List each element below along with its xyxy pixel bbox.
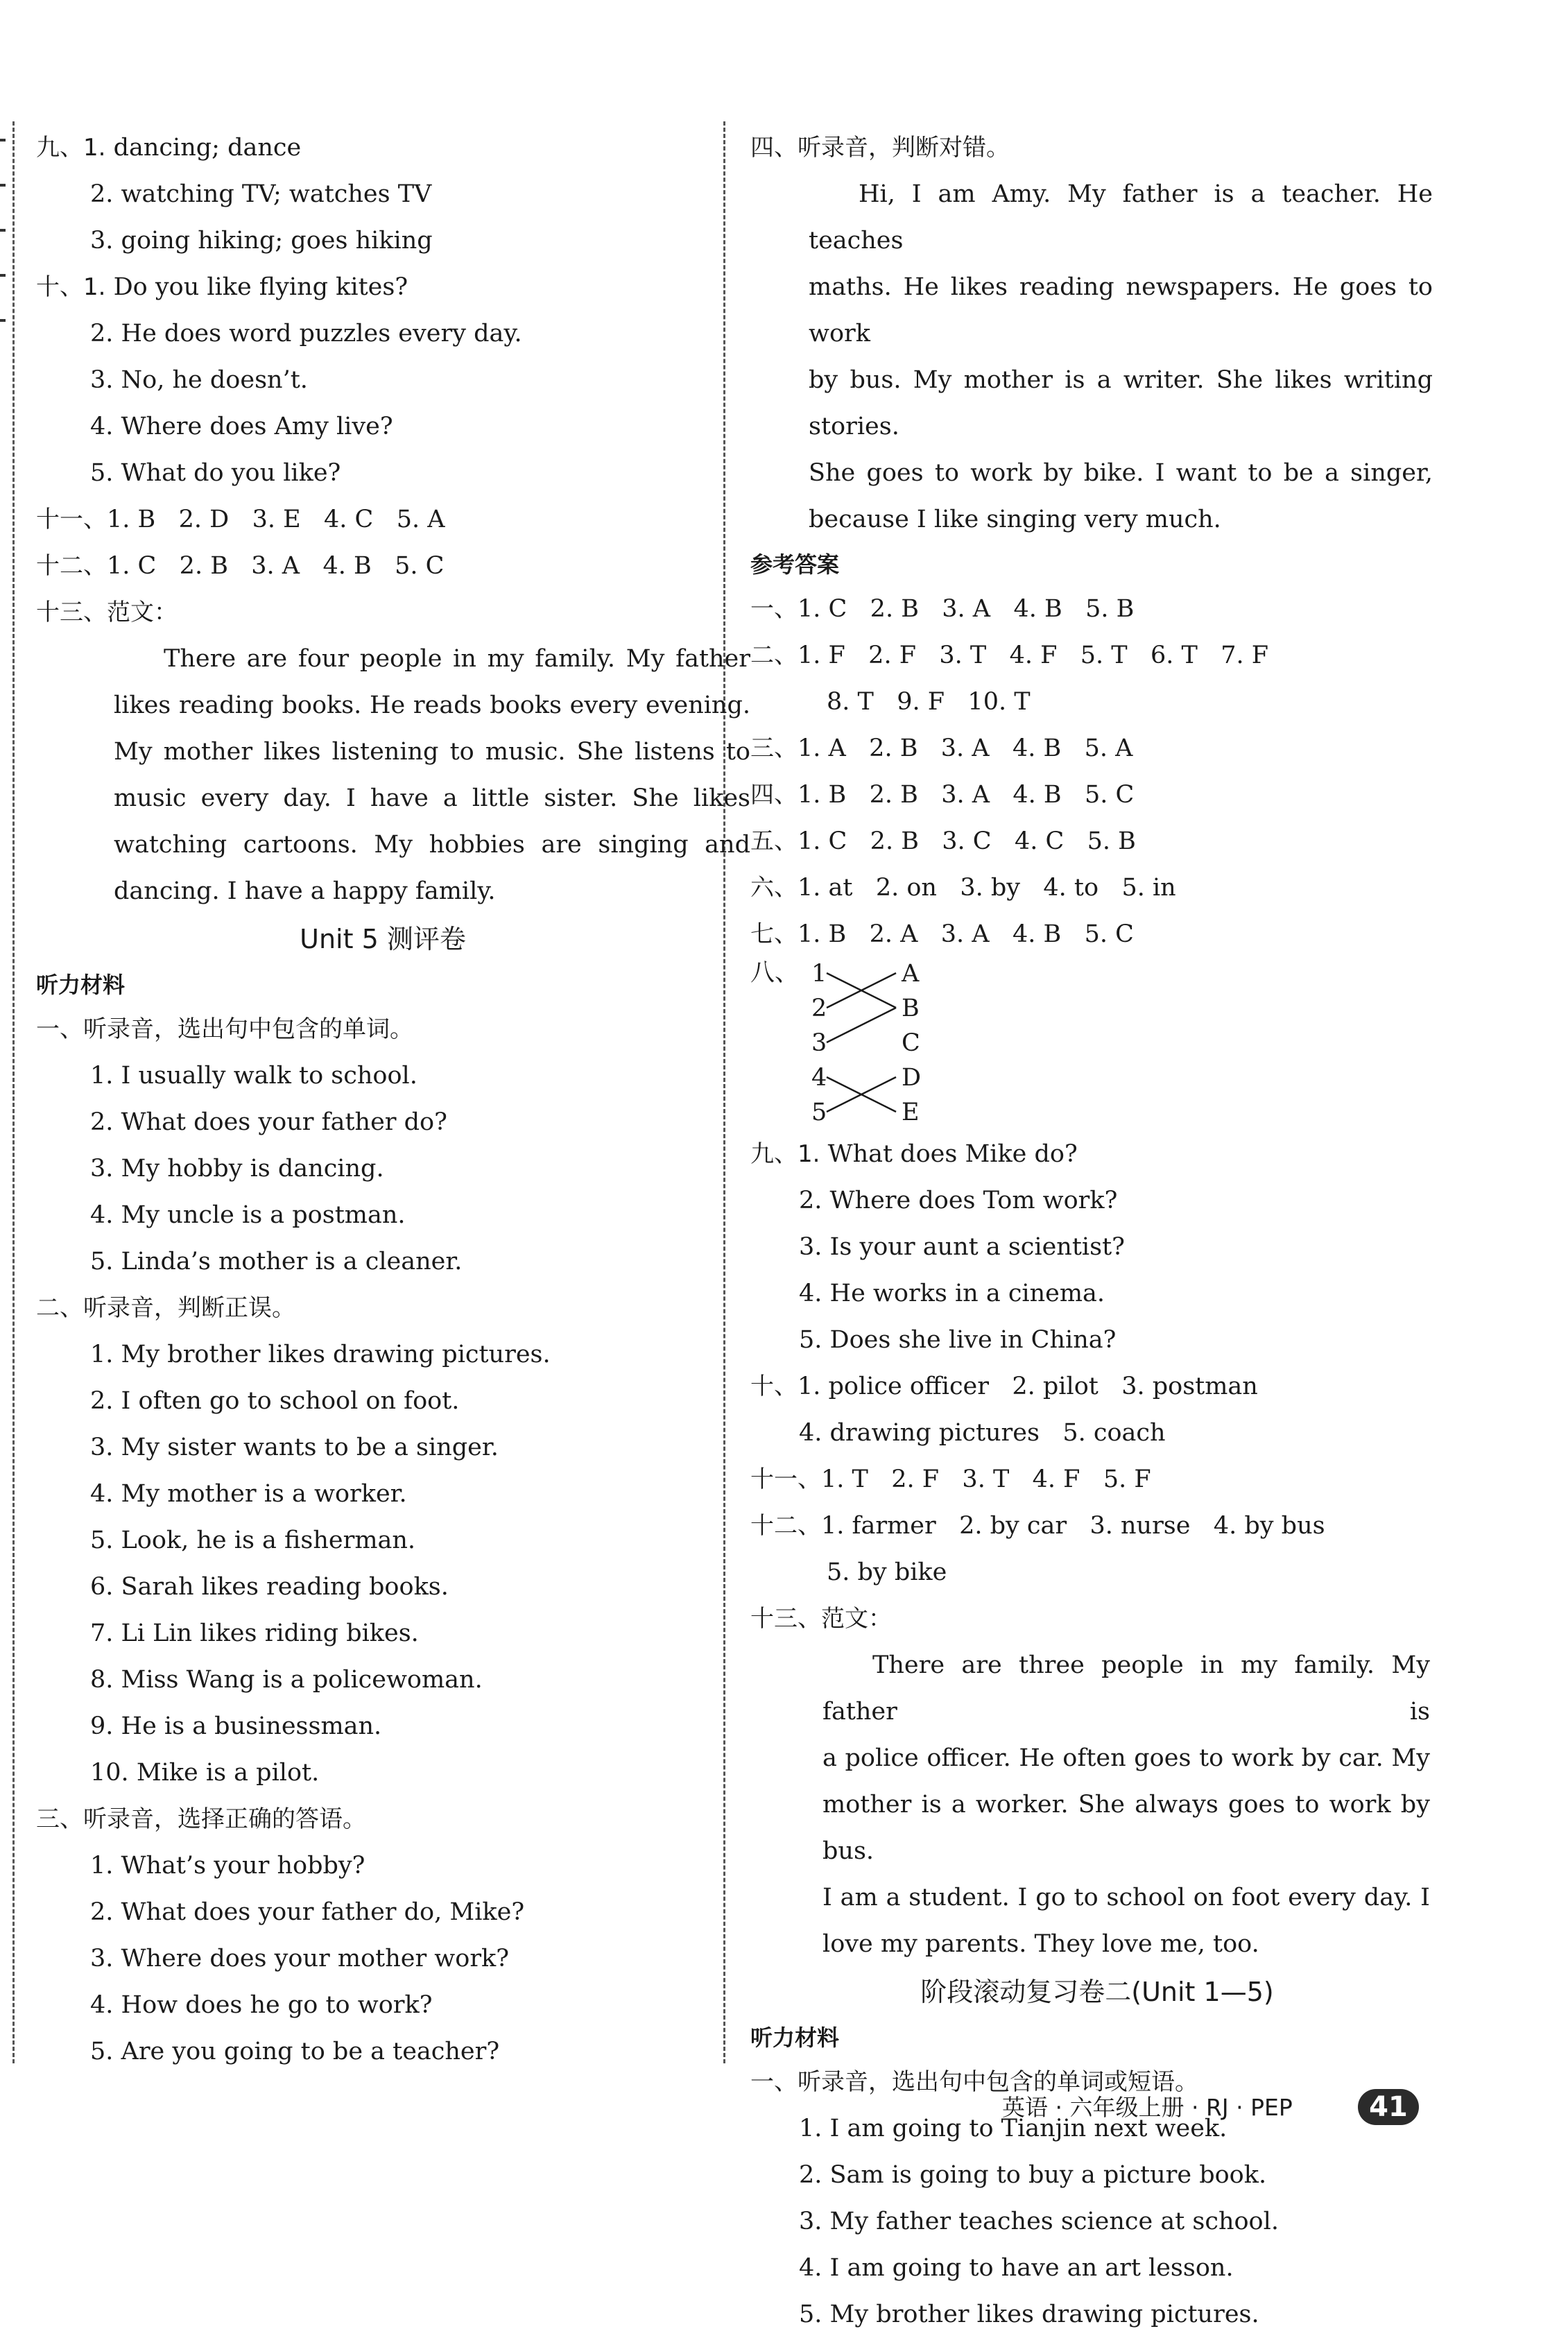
part-4-passage: [750, 171, 1433, 543]
part-3-item: 4. How does he go to work?: [90, 1991, 433, 2019]
part-2-item: 6. Sarah likes reading books.: [90, 1573, 449, 1601]
match-left-label: 5: [811, 1099, 827, 1126]
section-11-answers: 十一、1. B 2. D 3. E 4. C 5. A: [36, 506, 445, 533]
part-1-item: 2. What does your father do?: [90, 1108, 447, 1136]
part-2-item: 10. Mike is a pilot.: [90, 1759, 320, 1787]
section-9-item: 3. going hiking; goes hiking: [90, 227, 433, 255]
part-4-heading: 四、听录音，判断对错。: [750, 134, 1010, 162]
section-10-item-1: 十、1. Do you like flying kites?: [36, 273, 408, 301]
match-right-label: B: [902, 995, 920, 1022]
section-9-item: 2. Where does Tom work?: [799, 1187, 1118, 1214]
match-connector-line: [827, 1008, 896, 1042]
section-13-label: 十三、范文：: [36, 599, 178, 626]
part-2-item: 1. My brother likes drawing pictures.: [90, 1341, 551, 1368]
edge-mark: [0, 184, 6, 187]
section-9-item: 4. He works in a cinema.: [799, 1280, 1105, 1307]
matching-answer: [750, 958, 1444, 1131]
review-part-1-item: 5. My brother likes drawing pictures.: [799, 2301, 1259, 2328]
left-column: [36, 125, 750, 2075]
section-12-answers-cont: 5. by bike: [827, 1558, 947, 1586]
section-9-item-1: 九、1. What does Mike do?: [750, 1140, 1078, 1168]
sample-essay-1: [36, 636, 750, 915]
part-2-item: 7. Li Lin likes riding bikes.: [90, 1619, 419, 1647]
part-2-item: 3. My sister wants to be a singer.: [90, 1434, 499, 1461]
match-right-label: A: [902, 960, 920, 988]
section-10-item: 5. What do you like?: [90, 459, 341, 487]
unit-5-title: Unit 5 测评卷: [300, 924, 466, 954]
answer-row: 六、1. at 2. on 3. by 4. to 5. in: [750, 874, 1176, 902]
match-left-label: 1: [811, 960, 827, 988]
part-2-heading: 二、听录音，判断正误。: [36, 1294, 295, 1322]
answer-row: 三、1. A 2. B 3. A 4. B 5. A: [750, 734, 1133, 762]
answer-row: 五、1. C 2. B 3. C 4. C 5. B: [750, 827, 1136, 855]
essay-line: My mother likes listening to music. She listens to: [114, 738, 750, 766]
essay-line: love my parents. They love me, too.: [822, 1930, 1259, 1958]
part-2-item: 4. My mother is a worker.: [90, 1480, 407, 1508]
review-part-1-item: 1. I am going to Tianjin next week.: [799, 2115, 1227, 2142]
match-right-label: E: [902, 1099, 920, 1126]
section-9-item: 3. Is your aunt a scientist?: [799, 1233, 1125, 1261]
review-part-1-item: 2. Sam is going to buy a picture book.: [799, 2161, 1267, 2189]
section-10-answers-cont: 4. drawing pictures 5. coach: [799, 1419, 1166, 1447]
edge-mark: [0, 139, 6, 141]
part-3-item: 3. Where does your mother work?: [90, 1945, 510, 1972]
review-part-1-heading: 一、听录音，选出句中包含的单词或短语。: [750, 2068, 1198, 2096]
part-1-item: 1. I usually walk to school.: [90, 1062, 417, 1090]
passage-line: She goes to work by bike. I want to be a singer,: [809, 459, 1433, 487]
match-right-label: C: [902, 1029, 920, 1057]
passage-line: by bus. My mother is a writer. She likes writing stories.: [809, 366, 1433, 440]
right-column: [750, 125, 1444, 2338]
match-left-label: 2: [811, 995, 827, 1022]
part-2-item: 2. I often go to school on foot.: [90, 1387, 460, 1415]
essay-line: There are three people in my family. My father is: [822, 1651, 1430, 1726]
essay-line: dancing. I have a happy family.: [114, 877, 496, 905]
part-2-item: 5. Look, he is a fisherman.: [90, 1527, 416, 1554]
review-test-title: 阶段滚动复习卷二(Unit 1—5): [920, 1977, 1274, 2007]
page-number-badge: 41: [1358, 2089, 1419, 2125]
edge-mark: [0, 229, 6, 232]
match-left-label: 3: [811, 1029, 827, 1057]
section-12-answers: 十二、1. C 2. B 3. A 4. B 5. C: [36, 552, 445, 580]
part-3-heading: 三、听录音，选择正确的答语。: [36, 1805, 366, 1833]
matching-lines: [750, 958, 931, 1131]
section-10-item: 4. Where does Amy live?: [90, 413, 393, 440]
part-2-item: 9. He is a businessman.: [90, 1712, 382, 1740]
part-1-heading: 一、听录音，选出句中包含的单词。: [36, 1015, 413, 1043]
passage-line: maths. He likes reading newspapers. He goes to work: [809, 273, 1433, 347]
review-part-1-item: 3. My father teaches science at school.: [799, 2208, 1279, 2235]
section-13-label: 十三、范文：: [750, 1605, 892, 1633]
answer-row: 二、1. F 2. F 3. T 4. F 5. T 6. T 7. F: [750, 642, 1269, 669]
part-1-item: 4. My uncle is a postman.: [90, 1201, 406, 1229]
left-margin-divider: [12, 121, 15, 2063]
essay-line: There are four people in my family. My father: [164, 645, 750, 673]
review-part-1-item: 4. I am going to have an art lesson.: [799, 2254, 1234, 2282]
listening-material-heading: 听力材料: [750, 2025, 840, 2051]
essay-line: mother is a worker. She always goes to work by bus.: [822, 1791, 1430, 1865]
essay-line: music every day. I have a little sister. She likes: [114, 784, 750, 812]
passage-line: Hi, I am Amy. My father is a teacher. He teaches: [809, 180, 1433, 255]
answer-row: 四、1. B 2. B 3. A 4. B 5. C: [750, 781, 1135, 809]
section-11-answers: 十一、1. T 2. F 3. T 4. F 5. F: [750, 1465, 1151, 1493]
sample-essay-2: [750, 1642, 1430, 1968]
passage-line: because I like singing very much.: [809, 506, 1221, 533]
section-12-answers: 十二、1. farmer 2. by car 3. nurse 4. by bus: [750, 1512, 1325, 1540]
answer-row: 一、1. C 2. B 3. A 4. B 5. B: [750, 595, 1135, 623]
answer-row: 七、1. B 2. A 3. A 4. B 5. C: [750, 920, 1134, 948]
answer-key-heading: 参考答案: [750, 551, 840, 578]
section-9-item-1: 九、1. dancing; dance: [36, 134, 302, 162]
match-right-label: D: [902, 1064, 922, 1092]
part-1-item: 5. Linda’s mother is a cleaner.: [90, 1248, 463, 1275]
part-3-item: 2. What does your father do, Mike?: [90, 1898, 525, 1926]
section-10-item: 3. No, he doesn’t.: [90, 366, 308, 394]
matching-section-number: 八、: [750, 959, 800, 987]
section-9-item: 5. Does she live in China?: [799, 1326, 1117, 1354]
essay-line: watching cartoons. My hobbies are singing and: [114, 831, 750, 859]
edge-mark: [0, 319, 6, 322]
part-3-item: 5. Are you going to be a teacher?: [90, 2038, 500, 2065]
essay-line: likes reading books. He reads books every evening.: [114, 691, 750, 719]
part-2-item: 8. Miss Wang is a policewoman.: [90, 1666, 483, 1694]
part-1-item: 3. My hobby is dancing.: [90, 1155, 384, 1183]
listening-material-heading: 听力材料: [36, 972, 126, 998]
section-10-item: 2. He does word puzzles every day.: [90, 320, 522, 347]
part-3-item: 1. What’s your hobby?: [90, 1852, 365, 1880]
match-left-label: 4: [811, 1064, 827, 1092]
section-9-item: 2. watching TV; watches TV: [90, 180, 432, 208]
answer-row: 8. T 9. F 10. T: [827, 688, 1031, 716]
essay-line: a police officer. He often goes to work by car. My: [822, 1744, 1430, 1772]
edge-mark: [0, 274, 6, 277]
essay-line: I am a student. I go to school on foot every day. I: [822, 1884, 1430, 1911]
footer-book-info: 英语 · 六年级上册 · RJ · PEP: [1002, 2094, 1293, 2121]
section-10-answers: 十、1. police officer 2. pilot 3. postman: [750, 1373, 1258, 1400]
